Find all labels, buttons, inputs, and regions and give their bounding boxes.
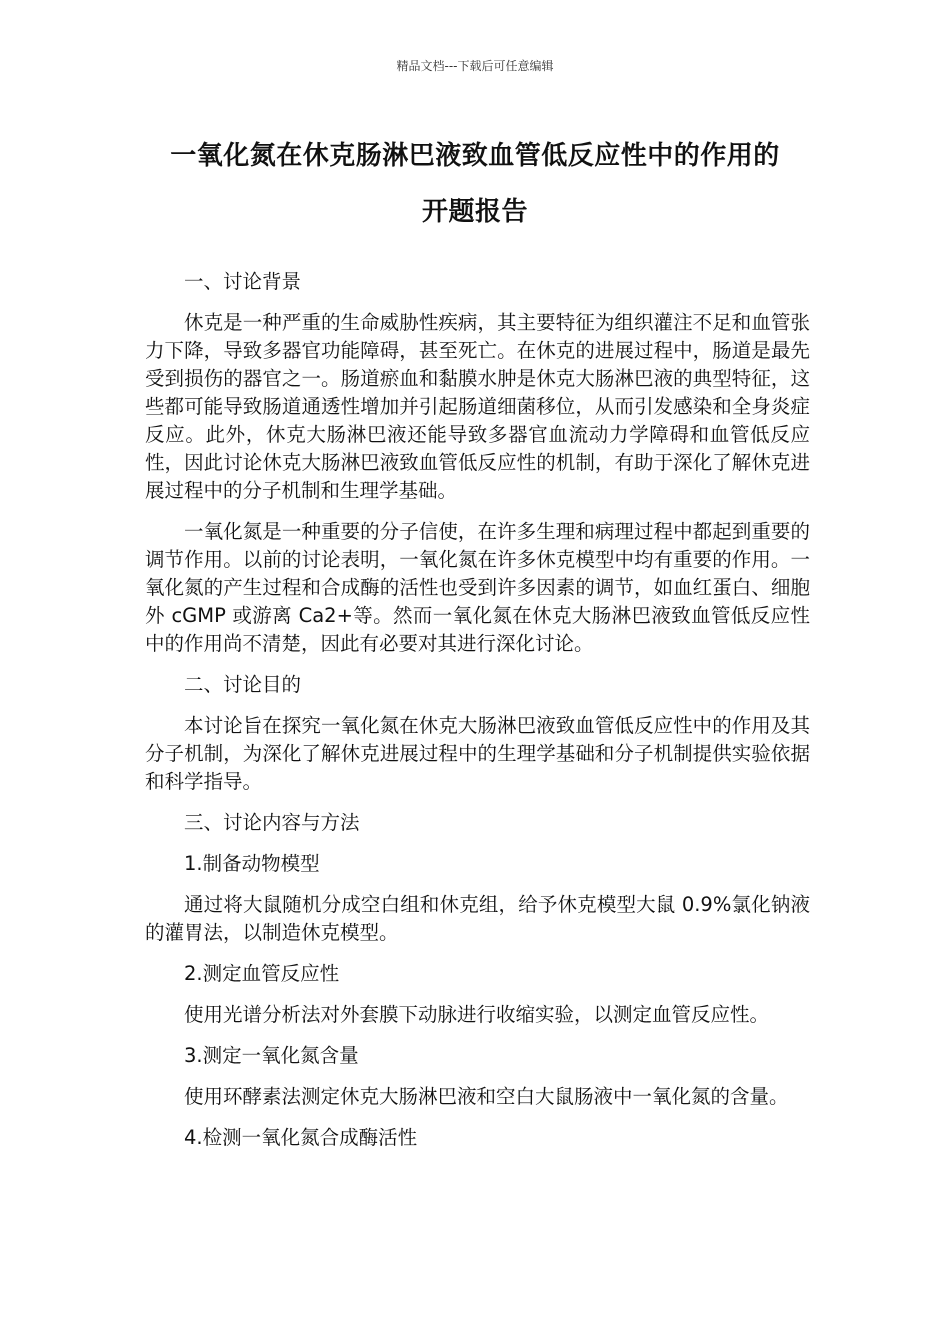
section-heading-background: 一、讨论背景 [184, 270, 302, 293]
method-item-2-text: 使用光谱分析法对外套膜下动脉进行收缩实验，以测定血管反应性。 [184, 1003, 770, 1026]
section-heading-purpose: 二、讨论目的 [184, 673, 302, 696]
title-line-2: 开题报告 [421, 197, 528, 227]
title-line-1: 一氧化氮在休克肠淋巴液致血管低反应性中的作用的 [170, 141, 780, 171]
document-title [130, 128, 820, 240]
section-heading-methods: 三、讨论内容与方法 [184, 811, 360, 834]
purpose-paragraph: 本讨论旨在探究一氧化氮在休克大肠淋巴液致血管低反应性中的作用及其分子机制，为深化了解休克进展过程中的生理学基础和分子机制提供实验依据和科学指导。 [145, 714, 810, 793]
background-paragraph-2: 一氧化氮是一种重要的分子信使，在许多生理和病理过程中都起到重要的调节作用。以前的讨论表明，一氧化氮在许多休克模型中均有重要的作用。一氧化氮的产生过程和合成酶的活性也受到许多因素的调节，如血红蛋白、细胞外 cGMP 或游离 Ca2+等。然而一氧化氮在休克大肠淋巴液致血管低反应性中的作用尚不清楚，因此有必要对其进行深化讨论。 [145, 520, 810, 655]
background-paragraph-1: 休克是一种严重的生命威胁性疾病，其主要特征为组织灌注不足和血管张力下降，导致多器官功能障碍，甚至死亡。在休克的进展过程中，肠道是最先受到损伤的器官之一。肠道瘀血和黏膜水肿是休克大肠淋巴液的典型特征，这些都可能导致肠道通透性增加并引起肠道细菌移位，从而引发感染和全身炎症反应。此外，休克大肠淋巴液还能导致多器官血流动力学障碍和血管低反应性，因此讨论休克大肠淋巴液致血管低反应性的机制，有助于深化了解休克进展过程中的分子机制和生理学基础。 [145, 311, 810, 502]
method-item-1-title: 1.制备动物模型 [184, 852, 320, 875]
document-body [145, 268, 810, 1165]
method-item-1-text: 通过将大鼠随机分成空白组和休克组，给予休克模型大鼠 0.9%氯化钠液的灌胃法，以制造休克模型。 [145, 893, 810, 944]
method-item-2-title: 2.测定血管反应性 [184, 962, 340, 985]
method-item-4-title: 4.检测一氧化氮合成酶活性 [184, 1126, 418, 1149]
method-item-3-text: 使用环酵素法测定休克大肠淋巴液和空白大鼠肠液中一氧化氮的含量。 [184, 1085, 789, 1108]
header-note: 精品文档---下载后可任意编辑 [396, 59, 554, 73]
method-item-3-title: 3.测定一氧化氮含量 [184, 1044, 359, 1067]
